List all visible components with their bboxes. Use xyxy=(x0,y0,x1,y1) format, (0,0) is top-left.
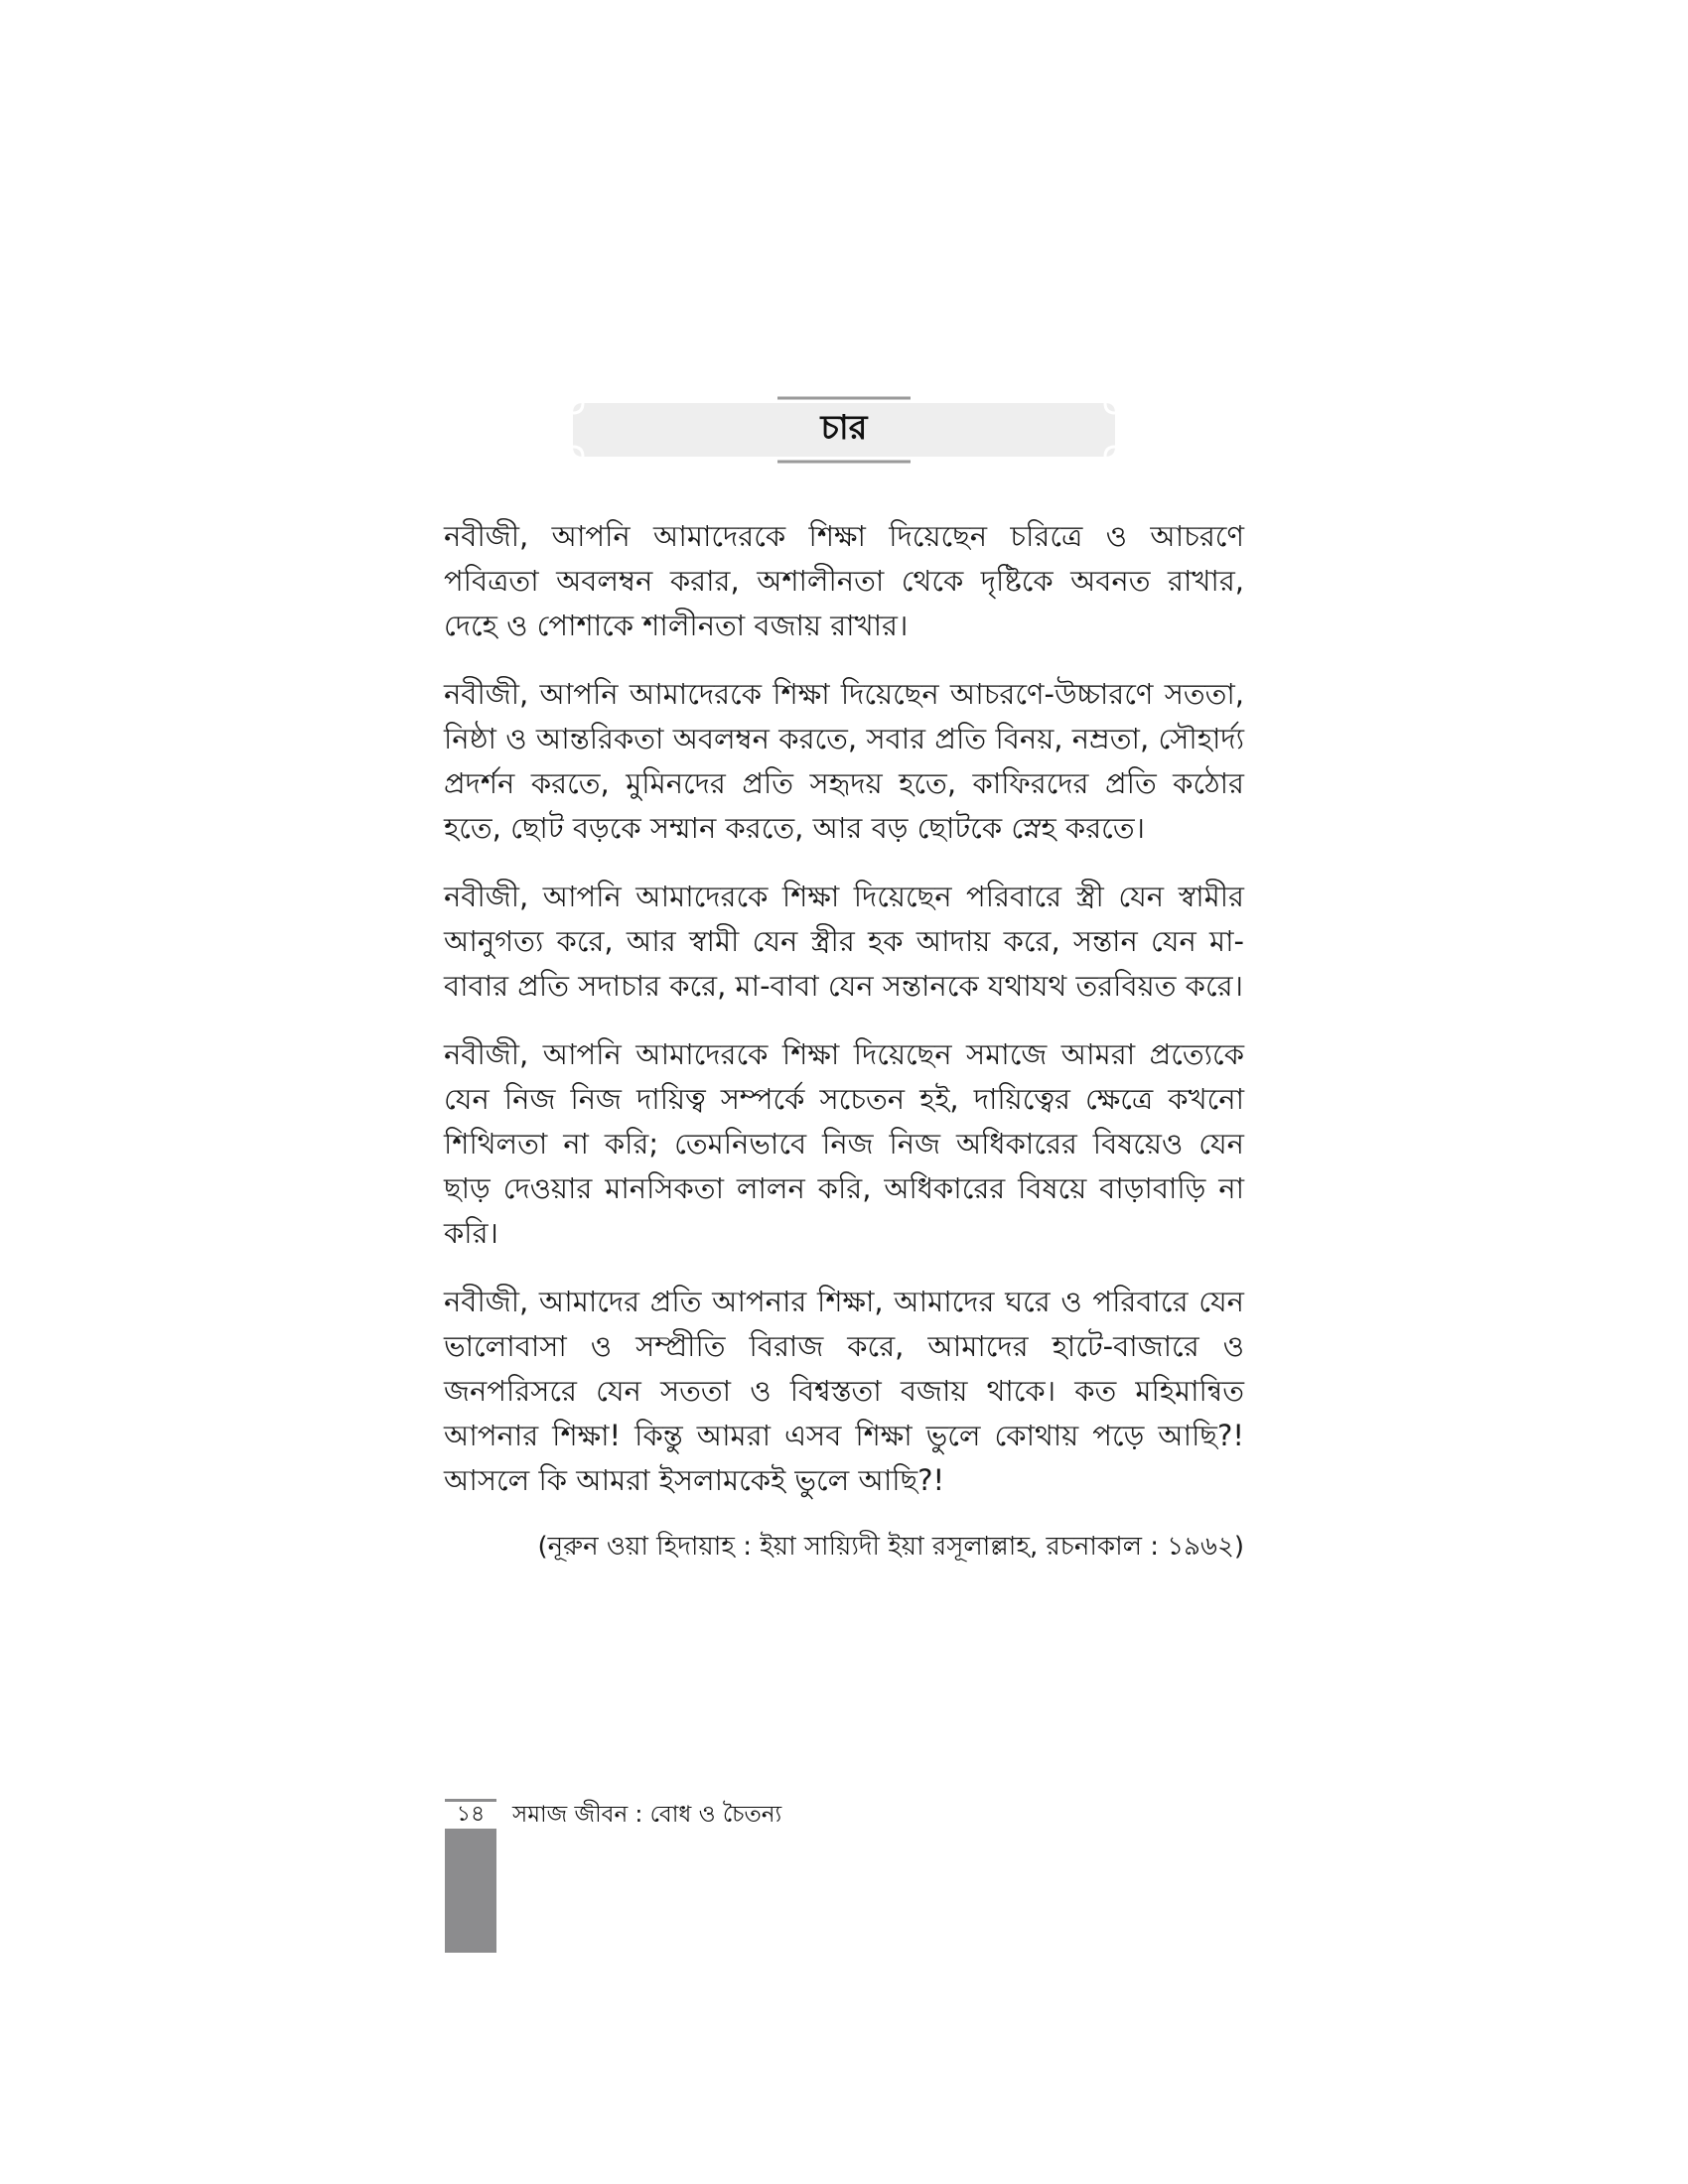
page-number: ১৪ xyxy=(456,1802,486,1827)
paragraph: নবীজী, আপনি আমাদেরকে শিক্ষা দিয়েছেন চরিত্রে ও আচরণে পবিত্রতা অবলম্বন করার, অশালীনতা থেকে দৃষ্টিকে অবনত রাখার, দেহে ও পোশাকে শালীনতা বজায় রাখার। xyxy=(444,519,1244,642)
running-title: সমাজ জীবন : বোধ ও চৈতন্য xyxy=(512,1802,782,1828)
source-citation: (নূরুন ওয়া হিদায়াহ : ইয়া সায়্যিদী ইয়া রসূলাল্লাহ, রচনাকাল : ১৯৬২) xyxy=(537,1532,1244,1562)
paragraph: নবীজী, আপনি আমাদেরকে শিক্ষা দিয়েছেন পরিবারে স্ত্রী যেন স্বামীর আনুগত্য করে, আর স্বামী যেন স্ত্রীর হক আদায় করে, সন্তান যেন মা-বাবার প্রতি সদাচার করে, মা-বাবা যেন সন্তানকে যথাযথ তরবিয়ত করে। xyxy=(444,880,1244,1003)
chapter-heading-banner xyxy=(569,395,1119,465)
body-text xyxy=(444,514,1244,1567)
paragraph: নবীজী, আমাদের প্রতি আপনার শিক্ষা, আমাদের ঘরে ও পরিবারে যেন ভালোবাসা ও সম্প্রীতি বিরাজ করে, আমাদের হাটে-বাজারে ও জনপরিসরে যেন সততা ও বিশ্বস্ততা বজায় থাকে। কত মহিমান্বিত আপনার শিক্ষা! কিন্তু আমরা এসব শিক্ষা ভুলে কোথায় পড়ে আছি?! আসলে কি আমরা ইসলামকেই ভুলে আছি?! xyxy=(444,1285,1244,1497)
paragraph: নবীজী, আপনি আমাদেরকে শিক্ষা দিয়েছেন সমাজে আমরা প্রত্যেকে যেন নিজ নিজ দায়িত্ব সম্পর্কে সচেতন হই, দায়িত্বের ক্ষেত্রে কখনো শিথিলতা না করি; তেমনিভাবে নিজ নিজ অধিকারের বিষয়েও যেন ছাড় দেওয়ার মানসিকতা লালন করি, অধিকারের বিষয়ে বাড়াবাড়ি না করি। xyxy=(444,1037,1244,1250)
chapter-title: চার xyxy=(820,407,868,448)
paragraph: নবীজী, আপনি আমাদেরকে শিক্ষা দিয়েছেন আচরণে-উচ্চারণে সততা, নিষ্ঠা ও আন্তরিকতা অবলম্বন করতে, সবার প্রতি বিনয়, নম্রতা, সৌহার্দ্য প্রদর্শন করতে, মুমিনদের প্রতি সহৃদয় হতে, কাফিরদের প্রতি কঠোর হতে, ছোট বড়কে সম্মান করতে, আর বড় ছোটকে স্নেহ করতে। xyxy=(444,677,1244,845)
